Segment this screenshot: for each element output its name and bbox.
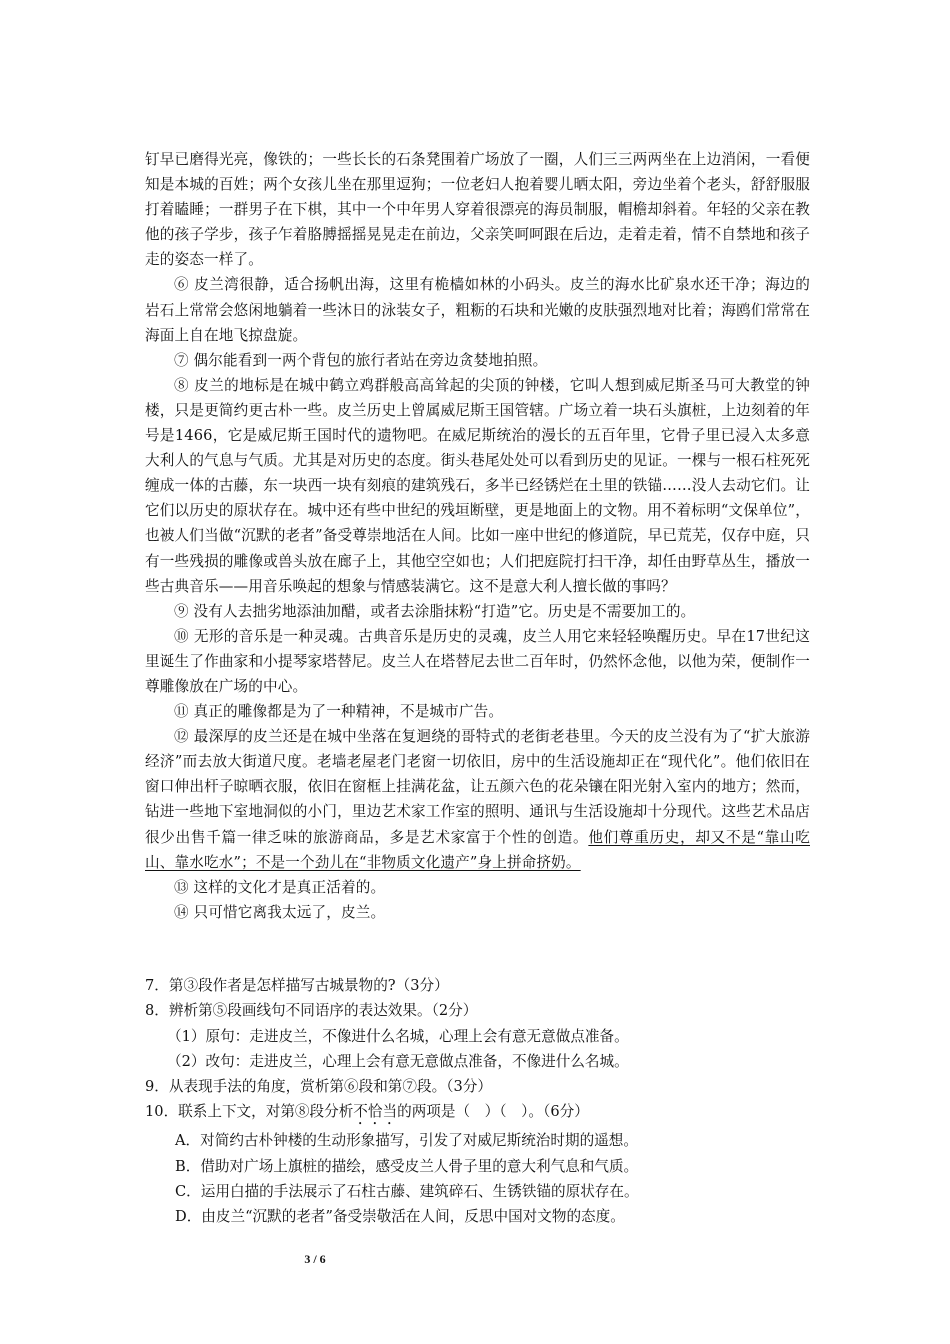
question-8-original-sentence: （1）原句：走进皮兰，不像进什么名城，心理上会有意无意做点准备。 (167, 1027, 629, 1045)
page-number: 3 / 6 (304, 1252, 326, 1266)
option-d: D．由皮兰“沉默的老者”备受崇敬活在人间，反思中国对文物的态度。 (175, 1208, 625, 1226)
question-list (145, 973, 825, 1230)
question-10 (145, 1099, 825, 1128)
paragraph-6: ⑥ 皮兰湾很静，适合扬帆出海，这里有桅樯如林的小码头。皮兰的海水比矿泉水还干净；海边的岩石上常常会悠闲地躺着一些沐日的泳装女子，粗粝的石块和光嫩的皮肤强烈地对比着；海鸥们常常在海面上自在地飞掠盘旋。 (145, 276, 810, 344)
paragraph-12-underlined-sentence: 他们尊重历史，却又不是“靠山吃山、靠水吃水”；不是一个劲儿在“非物质文化遗产”身上拼命挤奶。 (145, 828, 810, 871)
question-10-prefix: 10．联系上下文，对第⑧段分析 (145, 1103, 354, 1121)
option-b: B．借助对广场上旗桩的描绘，感受皮兰人骨子里的意大利气息和气质。 (175, 1157, 639, 1175)
option-c: C．运用白描的手法展示了石柱古藤、建筑碎石、生锈铁锚的原状存在。 (175, 1183, 639, 1201)
reading-passage (145, 147, 810, 925)
paragraph-12 (145, 724, 810, 875)
paragraph-7: ⑦ 偶尔能看到一两个背包的旅行者站在旁边贪婪地拍照。 (174, 351, 548, 369)
paragraph-13: ⑬ 这样的文化才是真正活着的。 (174, 878, 386, 896)
question-8-revised-sentence: （2）改句：走进皮兰，心理上会有意无意做点准备，不像进什么名城。 (167, 1052, 629, 1070)
paragraph-9: ⑨ 没有人去拙劣地添油加醋，或者去涂脂抹粉“打造”它。历史是不需要加工的。 (174, 602, 696, 620)
option-a: A．对简约古朴钟楼的生动形象描写，引发了对威尼斯统治时期的遥想。 (175, 1132, 638, 1150)
paragraph-5-continued: 钉早已磨得光亮，像铁的；一些长长的石条凳围着广场放了一圈，人们三三两两坐在上边消闲，一看便知是本城的百姓；两个女孩儿坐在那里逗狗；一位老妇人抱着婴儿晒太阳，旁边坐着个老头，舒舒服服打着瞌睡；一群男子在下棋，其中一个中年男人穿着很漂亮的海员制服，帽檐却斜着。年轻的父亲在教他的孩子学步，孩子乍着胳膊摇摇晃晃走在前边，父亲笑呵呵跟在后边，走着走着，情不自禁地和孩子走的姿态一样了。 (145, 151, 810, 269)
question-10-emphasis: 不恰当 (353, 1103, 398, 1121)
paragraph-12-text: ⑫ 最深厚的皮兰还是在城中坐落在复迴绕的哥特式的老街老巷里。今天的皮兰没有为了“扩大旅游经济”而去放大街道尺度。老墙老屋老门老窗一切依旧，房中的生活设施却正在“现代化”。他们依旧在窗口伸出杆子晾晒衣服，依旧在窗框上挂满花盆，让五颜六色的花朵镶在阳光射入室内的地方；然而，钻进一些地下室地洞似的小门，里边艺术家工作室的照明、通讯与生活设施却十分现代。这些艺术品店很少出售千篇一律乏味的旅游商品，多是艺术家富于个性的创造。 (145, 728, 810, 846)
question-7: 7．第③段作者是怎样描写古城景物的?（3分） (145, 977, 449, 994)
paragraph-11: ⑪ 真正的雕像都是为了一种精神，不是城市广告。 (174, 703, 504, 721)
question-9: 9．从表现手法的角度，赏析第⑥段和第⑦段。（3分） (145, 1078, 492, 1096)
paragraph-14: ⑭ 只可惜它离我太远了，皮兰。 (174, 903, 386, 921)
paragraph-10: ⑩ 无形的音乐是一种灵魂。古典音乐是历史的灵魂，皮兰人用它来轻轻唤醒历史。早在17世纪这里诞生了作曲家和小提琴家塔替尼。皮兰人在塔替尼去世二百年时，仍然怀念他，以他为荣，便制作一尊雕像放在广场的中心。 (145, 627, 810, 695)
question-8: 8．辨析第⑤段画线句不同语序的表达效果。（2分） (145, 1002, 478, 1020)
question-10-suffix: 的两项是（ ）（ ）。（6分） (397, 1103, 589, 1121)
paragraph-8: ⑧ 皮兰的地标是在城中鹤立鸡群般高高耸起的尖顶的钟楼，它叫人想到威尼斯圣马可大教堂的钟楼，只是更简约更古朴一些。皮兰历史上曾属威尼斯王国管辖。广场立着一块石头旗桩，上边刻着的年号是1466，它是威尼斯王国时代的遗物吧。在威尼斯统治的漫长的五百年里，它骨子里已浸入太多意大利人的气息与气质。尤其是对历史的态度。街头巷尾处处可以看到历史的见证。一棵与一根石柱死死缠成一体的古藤，东一块西一块有刻痕的建筑残石，多半已经锈烂在土里的铁锚……没人去动它们。让它们以历史的原状存在。城中还有些中世纪的残垣断壁，更是地面上的文物。用不着标明“文保单位”，也被人们当做“沉默的老者”备受尊崇地活在人间。比如一座中世纪的修道院，早已荒芜，仅存中庭，只有一些残损的雕像或兽头放在廊子上，其他空空如也；人们把庭院打扫干净，却任由野草丛生，播放一些古典音乐——用音乐唤起的想象与情感装满它。这不是意大利人擅长做的事吗？ (145, 376, 810, 595)
